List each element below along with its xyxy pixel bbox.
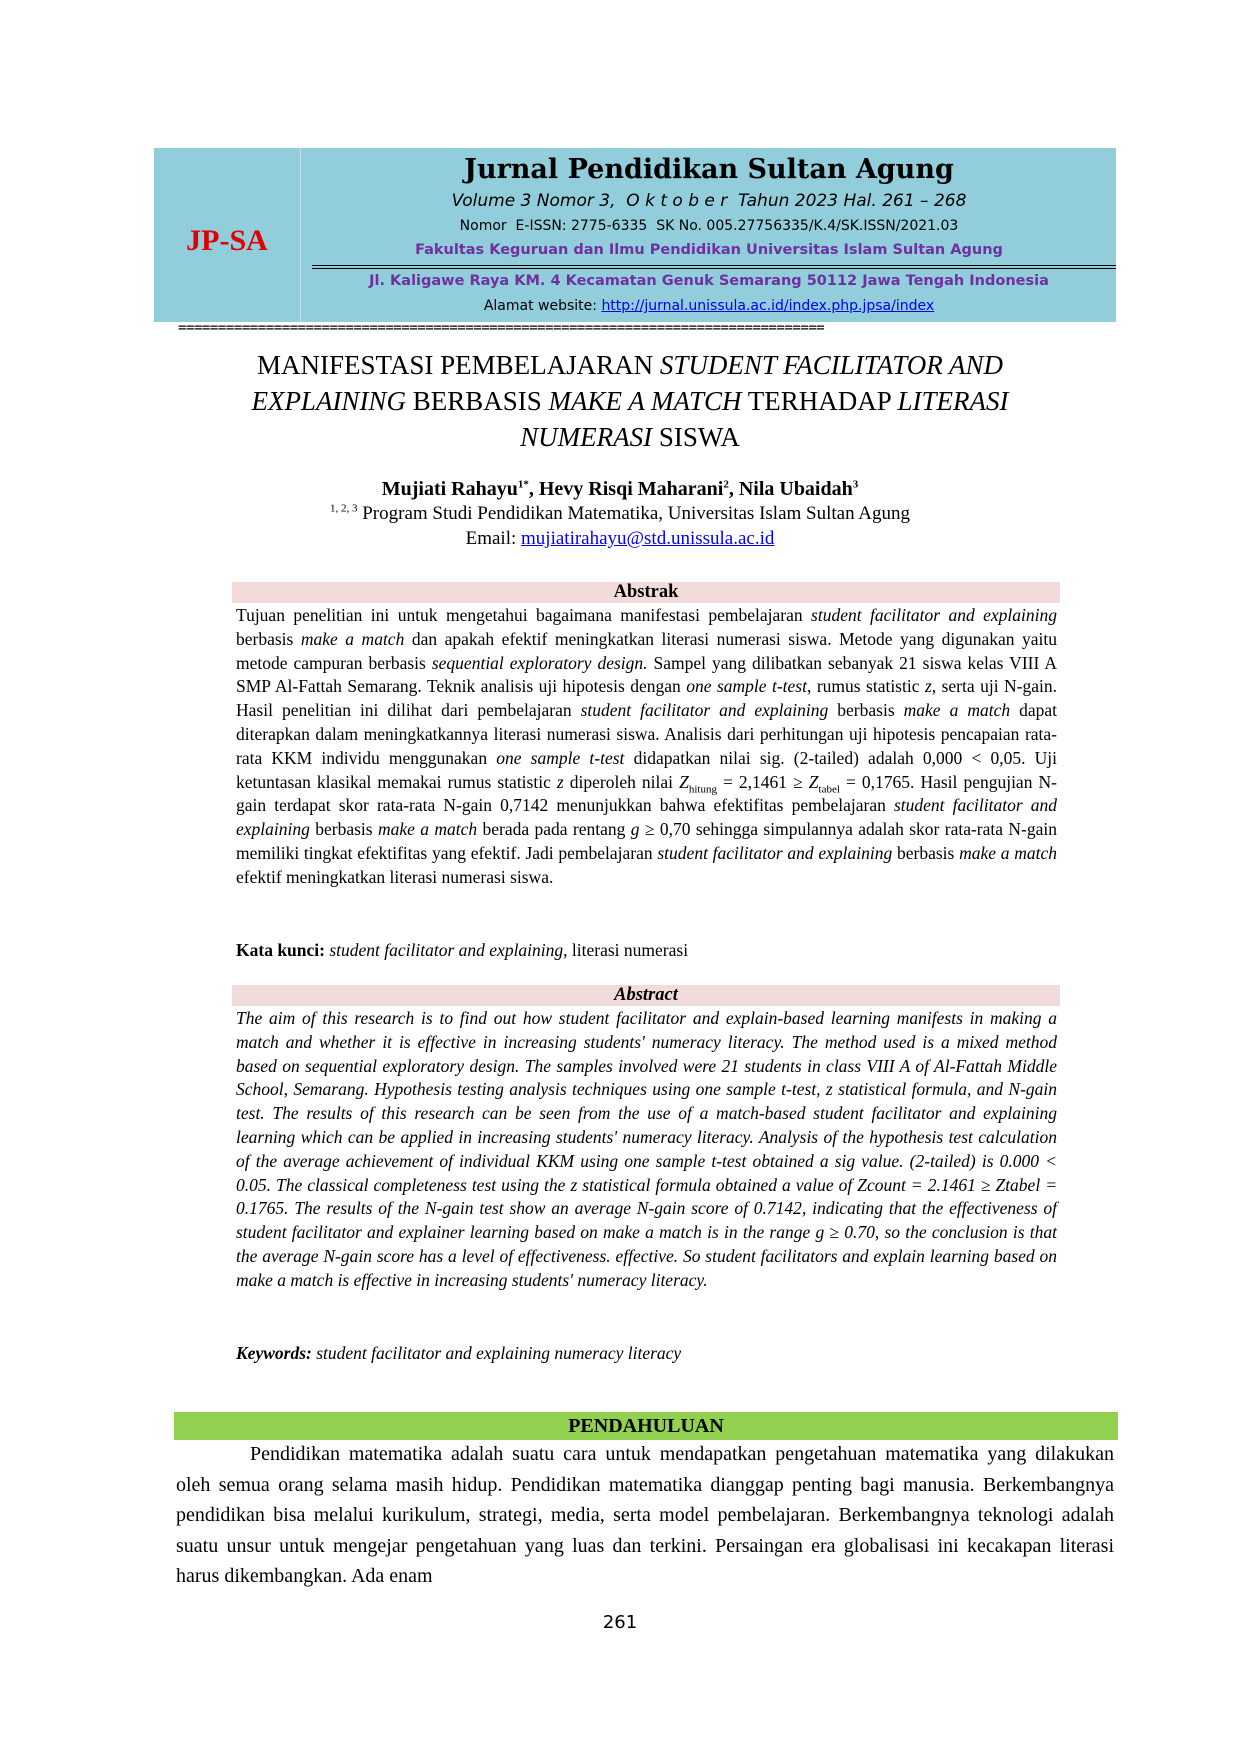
title-part: LITERASI: [897, 386, 1009, 416]
journal-faculty: Fakultas Keguruan dan Ilmu Pendidikan Universitas Islam Sultan Agung: [415, 242, 1003, 258]
journal-website: [302, 298, 1116, 314]
affiliation-sup: 1, 2, 3: [329, 502, 358, 515]
email-label: Email:: [465, 528, 522, 549]
kata-kunci: [236, 940, 1057, 961]
keywords-label: Keywords:: [236, 1343, 312, 1363]
journal-issn: Nomor E-ISSN: 2775-6335 SK No. 005.27756335/K.4/SK.ISSN/2021.03: [459, 218, 959, 234]
abstract-body: The aim of this research is to find out how student facilitator and explain-based learning manifests in making a match and whether it is effective in increasing students' numeracy literacy. The method used is a mixed method based on sequential exploratory design. The samples involved were 21 students in class VIII A of Al-Fattah Middle School, Semarang. Hypothesis testing analysis techniques using one sample t-test, z statistical formula, and N-gain test. The results of this research can be seen from the use of a match-based student facilitator and explaining learning which can be applied in increasing students' numeracy literacy. Analysis of the hypothesis test calculation of the average achievement of individual KKM using one sample t-test obtained a sig value. (2-tailed) is 0.000 < 0.05. The classical completeness test using the z statistical formula obtained a value of Zcount = 2.1461 ≥ Ztabel = 0.1765. The results of the N-gain test show an average N-gain score of 0.7142, indicating that the effectiveness of student facilitator and explainer learning based on make a match is in the range g ≥ 0.70, so the conclusion is that the average N-gain score has a level of effectiveness. effective. So student facilitators and explain learning based on make a match is effective in increasing students' numeracy literacy.: [236, 1008, 1057, 1290]
abstract-heading: Abstract: [232, 985, 1060, 1006]
keywords: [236, 1343, 1057, 1364]
author-name: , Hevy Risqi Maharani: [528, 478, 724, 500]
authors: [150, 478, 1090, 501]
title-part: BERBASIS: [405, 386, 549, 416]
journal-header: [154, 148, 1116, 322]
website-link[interactable]: http://jurnal.unissula.ac.id/index.php.jpsa/index: [601, 298, 935, 314]
header-rule-bottom: [312, 268, 1116, 269]
title-part: NUMERASI: [520, 422, 653, 452]
abstrak-body: Tujuan penelitian ini untuk mengetahui bagaimana manifestasi pembelajaran student facilitator and explaining berbasis make a match dan apakah efektif meningkatkan literasi numerasi siswa. Metode yang digunakan yaitu metode campuran berbasis sequential exploratory design. Sampel yang dilibatkan sebanyak 21 siswa kelas VIII A SMP Al-Fattah Semarang. Teknik analisis uji hipotesis dengan one sample t-test, rumus statistic z, serta uji N-gain. Hasil penelitian ini dilihat dari pembelajaran student facilitator and explaining berbasis make a match dapat diterapkan dalam meningkatkannya literasi numerasi siswa. Analisis dari perhitungan uji hipotesis pencapaian rata-rata KKM individu menggunakan one sample t-test didapatkan nilai sig. (2-tailed) adalah 0,000 < 0,05. Uji ketuntasan klasikal memakai rumus statistic z diperoleh nilai $Z_{hitung} = 2,1461 \ge Z_{tabel} = 0,1765$. Hasil pengujian N-gain terdapat skor rata-rata N-gain 0,7142 menunjukkan bahwa efektifitas pembelajaran student facilitator and explaining berbasis make a match berada pada rentang g ≥ 0,70 sehingga simpulannya adalah skor rata-rata N-gain memiliki tingkat efektifitas yang efektif. Jadi pembelajaran student facilitator and explaining berbasis make a match efektif meningkatkan literasi numerasi siswa.: [236, 605, 1058, 887]
abstrak-heading: Abstrak: [232, 582, 1060, 603]
header-rule-top: [312, 265, 1116, 266]
email-link[interactable]: mujiatirahayu@std.unissula.ac.id: [521, 528, 775, 549]
title-part: MAKE A MATCH: [548, 386, 742, 416]
author-name: Mujiati Rahayu: [381, 478, 518, 500]
title-part: MANIFESTASI PEMBELAJARAN: [257, 350, 660, 380]
keywords-text: student facilitator and explaining numeracy literacy: [311, 1343, 682, 1363]
title-part: EXPLAINING: [251, 386, 406, 416]
website-label: Alamat website:: [483, 298, 602, 314]
title-part: TERHADAP: [741, 386, 898, 416]
email-line: [150, 528, 1090, 550]
author-sup: 1*: [517, 478, 529, 491]
journal-logo: JP-SA: [186, 224, 268, 257]
kata-kunci-italic: student facilitator and explaining: [324, 940, 564, 960]
author-sup: 3: [852, 478, 859, 491]
affiliation: [150, 503, 1090, 525]
kata-kunci-rest: , literasi numerasi: [563, 940, 689, 960]
separator-rule: =================================================================================: [178, 321, 825, 335]
author-sup: 2: [723, 478, 729, 491]
affiliation-text: Program Studi Pendidikan Matematika, Universitas Islam Sultan Agung: [357, 503, 911, 524]
journal-address: Jl. Kaligawe Raya KM. 4 Kecamatan Genuk Semarang 50112 Jawa Tengah Indonesia: [369, 273, 1049, 289]
pendahuluan-text: Pendidikan matematika adalah suatu cara untuk mendapatkan pengetahuan matematika yang dilakukan oleh semua orang selama masih hidup. Pendidikan matematika dianggap penting bagi manusia. Berkembangnya pendidikan bisa melalui kurikulum, strategi, media, serta model pembelajaran. Berkembangnya teknologi adalah suatu unsur untuk mengejar pengetahuan yang luas dan terkini. Persaingan era globalisasi ini kecakapan literasi harus dikembangkan. Ada enam: [176, 1443, 1114, 1587]
article-title: [180, 347, 1080, 455]
pendahuluan-heading: PENDAHULUAN: [174, 1412, 1118, 1440]
journal-title: Jurnal Pendidikan Sultan Agung: [464, 154, 954, 185]
journal-info: [302, 148, 1116, 322]
author-name: , Nila Ubaidah: [728, 478, 853, 500]
title-part: SISWA: [652, 422, 740, 452]
journal-volume: Volume 3 Nomor 3, O k t o b e r Tahun 2023 Hal. 261 – 268: [451, 191, 967, 211]
pendahuluan-body: [176, 1439, 1114, 1592]
title-part: STUDENT FACILITATOR AND: [659, 350, 1003, 380]
kata-kunci-label: Kata kunci:: [236, 940, 325, 960]
logo-cell: [154, 148, 301, 322]
page-number: 261: [602, 1612, 638, 1633]
